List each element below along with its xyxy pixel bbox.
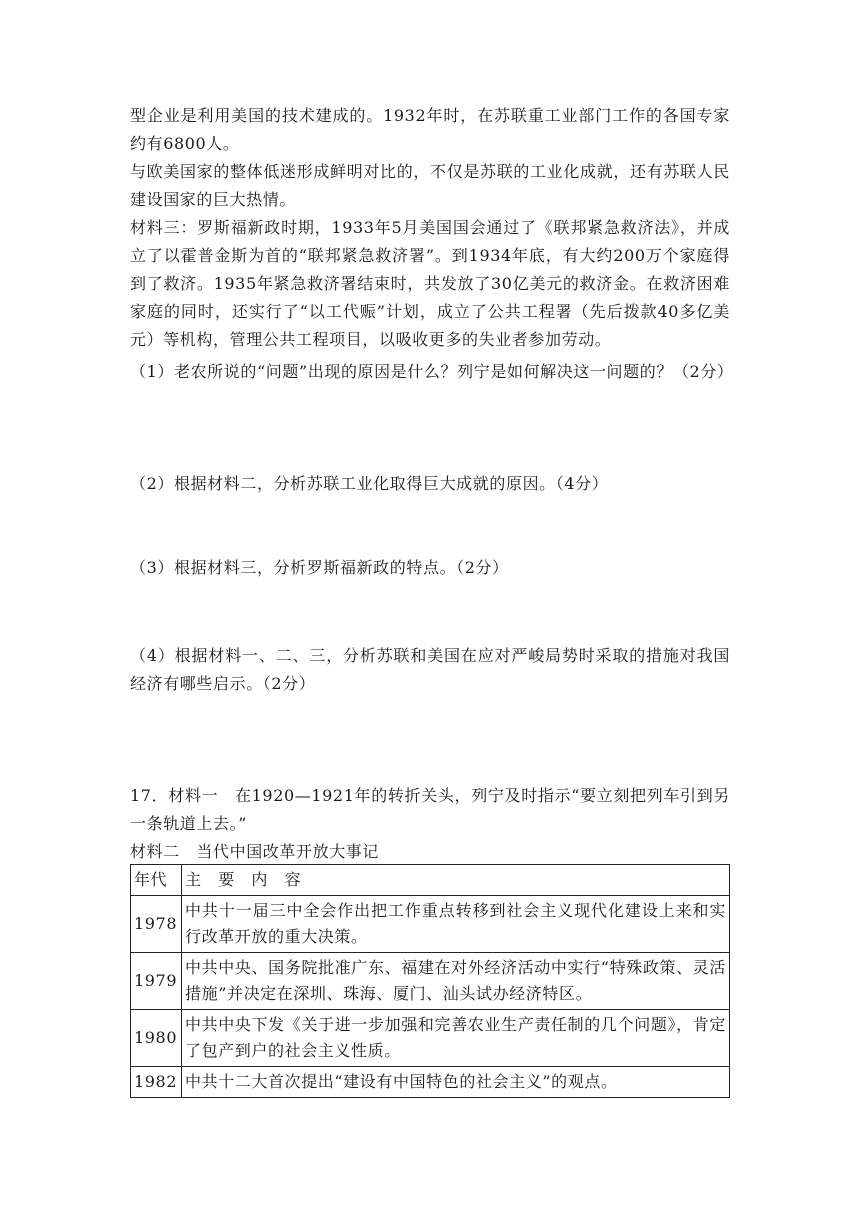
table-row bbox=[131, 953, 730, 1010]
table-row bbox=[131, 1067, 730, 1098]
table-header-year: 年代 bbox=[131, 865, 182, 896]
table-header-row bbox=[131, 865, 730, 896]
paragraph-soviet-enthusiasm: 与欧美国家的整体低迷形成鲜明对比的，不仅是苏联的工业化成就，还有苏联人民建设国家的巨大热情。 bbox=[130, 162, 730, 209]
table-cell-content: 中共十一届三中全会作出把工作重点转移到社会主义现代化建设上来和实行改革开放的重大决策。 bbox=[182, 896, 730, 953]
table-header-content: 主 要 内 容 bbox=[182, 865, 730, 896]
paragraph-soviet-experts: 型企业是利用美国的技术建成的。1932年时，在苏联重工业部门工作的各国专家约有6800人。 bbox=[130, 106, 730, 153]
problem-17-material-one: 17．材料一 在1920—1921年的转折关头，列宁及时指示“要立刻把列车引到另一条轨道上去。” bbox=[130, 786, 730, 833]
question-2: （2）根据材料二，分析苏联工业化取得巨大成就的原因。（4分） bbox=[130, 474, 609, 493]
table-cell-content: 中共中央、国务院批准广东、福建在对外经济活动中实行“特殊政策、灵活措施”并决定在深圳、珠海、厦门、汕头试办经济特区。 bbox=[182, 953, 730, 1010]
table-cell-content: 中共中央下发《关于进一步加强和完善农业生产责任制的几个问题》，肯定了包产到户的社会主义性质。 bbox=[182, 1010, 730, 1067]
question-1: （1）老农所说的“问题”出现的原因是什么？列宁是如何解决这一问题的？（2分） bbox=[130, 362, 734, 381]
problem-17-material-two-title: 材料二 当代中国改革开放大事记 bbox=[130, 842, 380, 861]
table-row bbox=[131, 896, 730, 953]
table-cell-year: 1980 bbox=[131, 1010, 182, 1067]
question-4: （4）根据材料一、二、三，分析苏联和美国在应对严峻局势时采取的措施对我国经济有哪些启示。（2分） bbox=[130, 646, 730, 693]
table-cell-year: 1979 bbox=[131, 953, 182, 1010]
table-row bbox=[131, 1010, 730, 1067]
table-cell-content: 中共十二大首次提出“建设有中国特色的社会主义”的观点。 bbox=[182, 1067, 730, 1098]
table-cell-year: 1982 bbox=[131, 1067, 182, 1098]
question-3: （3）根据材料三，分析罗斯福新政的特点。（2分） bbox=[130, 558, 509, 577]
paragraph-material-three: 材料三：罗斯福新政时期，1933年5月美国国会通过了《联邦紧急救济法》，并成立了以霍普金斯为首的“联邦紧急救济署”。到1934年底，有大约200万个家庭得到了救济。1935年紧急救济署结束时，共发放了30亿美元的救济金。在救济困难家庭的同时，还实行了“以工代赈”计划，成立了公共工程署（先后拨款40多亿美元）等机构，管理公共工程项目，以吸收更多的失业者参加劳动。 bbox=[130, 218, 730, 349]
reform-events-table bbox=[130, 864, 730, 1098]
table-cell-year: 1978 bbox=[131, 896, 182, 953]
